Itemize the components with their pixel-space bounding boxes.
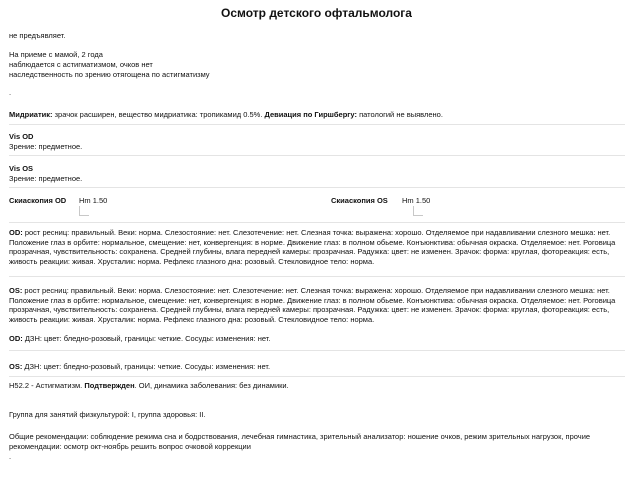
complaints-text: не предъявляет. xyxy=(9,31,66,40)
divider xyxy=(9,124,625,125)
skiascopy-os-marker xyxy=(413,206,423,216)
os-fundus-text: ДЗН: цвет: бледно-розовый, границы: четкие. Сосуды: изменения: нет. xyxy=(22,362,271,371)
skiascopy-os-label: Скиаскопия OS xyxy=(331,196,388,205)
od-exam-label: OD: xyxy=(9,228,23,237)
page-title: Осмотр детского офтальмолога xyxy=(221,6,412,20)
od-exam-line: прозрачная, чувствительность: сохранена. Средней глубины, влага передней камеры: прозрачная. Радужка: цвет: не изменен. Зрачок: форма: круглая, фотореакция: есть, xyxy=(9,247,610,256)
divider xyxy=(9,350,625,351)
od-fundus-text: ДЗН: цвет: бледно-розовый, границы: четкие. Сосуды: изменения: нет. xyxy=(22,334,271,343)
hirschberg-label: Девиация по Гиршбергу: xyxy=(264,110,357,119)
vis-os-label: Vis OS xyxy=(9,164,34,173)
mydriatic-label: Мидриатик: xyxy=(9,110,53,119)
os-exam-line: рост ресниц: правильный. Веки: норма. Слезостояние: нет. Слезотечение: нет. Слезная точка: выражена: хорошо. Отделяемое при надавливании слезного мешка: нет. xyxy=(22,286,610,295)
hirschberg-text: патологий не выявлено. xyxy=(356,110,443,119)
divider xyxy=(9,155,625,156)
separator-dot: . xyxy=(9,452,12,461)
divider xyxy=(9,222,625,223)
recommendations-line-1: Общие рекомендации: соблюдение режима сна и бодрствования, лечебная гимнастика, зрительный анализатор: ношение очков, режим зрительных нагрузок, прочие xyxy=(9,432,591,441)
od-fundus-row xyxy=(9,334,270,344)
anamnesis-line-2: наблюдается с астигматизмом, очков нет xyxy=(9,60,153,69)
diagnosis-code: H52.2 - Астигматизм. xyxy=(9,381,85,390)
anamnesis-line-1: На приеме с мамой, 2 года xyxy=(9,50,103,59)
os-exam-line: Положение глаз в орбите: нормальное, смещение: нет, конвергенция: в норме. Движение глаз: в полном обьеме. Конъюнктива: обычная окраска. Отделяемое: нет. Роговица xyxy=(9,295,616,305)
od-fundus-label: OD: xyxy=(9,334,23,343)
divider xyxy=(9,276,625,277)
mydriatic-text: зрачок расширен, вещество мидриатика: тропикамид 0.5%. xyxy=(52,110,265,119)
skiascopy-od-label: Скиаскопия OD xyxy=(9,196,67,205)
anamnesis-line-3: наследственность по зрению отягощена по астигматизму xyxy=(9,70,210,79)
separator-dot: . xyxy=(9,88,12,97)
os-fundus-row xyxy=(9,362,270,372)
recommendations-line-2: рекомендации: осмотр окт-ноябрь решить вопрос очковой коррекции xyxy=(9,442,251,451)
pe-group-text: Группа для занятий физкультурой: I, группа здоровья: II. xyxy=(9,410,206,419)
skiascopy-od-marker xyxy=(79,206,89,216)
diagnosis-row xyxy=(9,381,289,391)
divider xyxy=(9,187,625,188)
diagnosis-dynamics: . ОИ, динамика заболевания: без динамики. xyxy=(134,381,289,390)
vis-od-label: Vis OD xyxy=(9,132,34,141)
diagnosis-status: Подтвержден xyxy=(84,381,135,390)
os-exam-line: прозрачная, чувствительность: сохранена. Средней глубины, влага передней камеры: прозрачная. Радужка: цвет: не изменен. Зрачок: форма: круглая, фотореакция: есть, xyxy=(9,305,610,314)
od-exam-line: Положение глаз в орбите: нормальное, смещение: нет, конвергенция: в норме. Движение глаз: в полном обьеме. Конъюнктива: обычная окраска. Отделяемое: нет. Роговица xyxy=(9,237,616,247)
od-exam-line: живость реакции: живая. Хрусталик: норма. Рефлекс глазного дна: розовый. Стекловидное тело: норма. xyxy=(9,256,375,266)
od-exam-paragraph xyxy=(9,228,629,266)
od-exam-line: рост ресниц: правильный. Веки: норма. Слезостояние: нет. Слезотечение: нет. Слезная точка: выражена: хорошо. Отделяемое при надавливании слезного мешка: нет. xyxy=(22,228,611,237)
mydriatic-row xyxy=(9,110,443,120)
skiascopy-od-value: Hm 1.50 xyxy=(79,196,108,205)
vis-os-text: Зрение: предметное. xyxy=(9,174,83,183)
skiascopy-os-value: Hm 1.50 xyxy=(402,196,431,205)
os-exam-line: живость реакции: живая. Хрусталик: норма. Рефлекс глазного дна: розовый. Стекловидное тело: норма. xyxy=(9,314,375,324)
os-fundus-label: OS: xyxy=(9,362,23,371)
vis-od-text: Зрение: предметное. xyxy=(9,142,83,151)
divider xyxy=(9,376,625,377)
os-exam-paragraph xyxy=(9,286,629,324)
os-exam-label: OS: xyxy=(9,286,23,295)
